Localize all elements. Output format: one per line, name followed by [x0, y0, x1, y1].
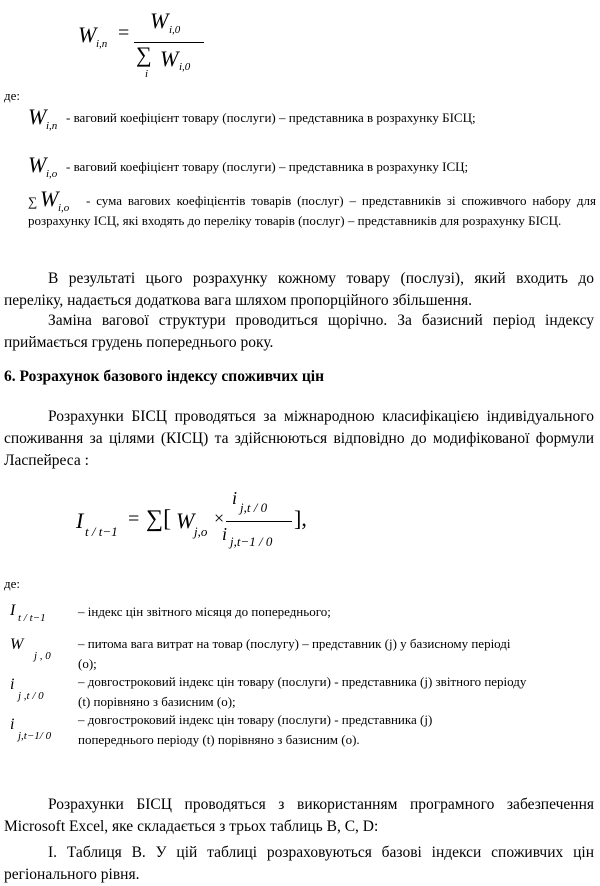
formula-2-fraction-bar — [226, 521, 292, 522]
definition-row — [28, 152, 598, 182]
definition-row — [10, 710, 590, 750]
formula-1-numerator-sub: i,0 — [169, 24, 181, 36]
formula-2-lhs-sub: t / t−1 — [85, 524, 118, 539]
definition-row — [10, 602, 590, 628]
formula-1-denominator: W — [160, 46, 179, 71]
definition-sum — [28, 186, 596, 252]
formula-1-lhs: W — [78, 22, 97, 47]
formula-2-denominator-sub: j,t−1 / 0 — [230, 534, 273, 549]
section-heading: 6. Розрахунок базового індексу споживчих цін — [4, 368, 325, 385]
paragraph-table-b: І. Таблиця В. У цій таблиці розраховуються базові індекси споживчих цін регіонального рівня. — [4, 844, 594, 883]
formula-1-equals: = — [118, 22, 130, 44]
formula-2-weight-sub: j,o — [194, 524, 208, 539]
formula-2-denominator: i — [222, 524, 228, 544]
definition-symbol: W — [10, 636, 24, 653]
definition-symbol-sub: j,t−1/ 0 — [18, 730, 52, 742]
formula-1-numerator: W — [150, 8, 169, 33]
formula-2-weight: W — [176, 508, 195, 533]
definition-text: – довгостроковий індекс цін товару (послуги) - представника (j) звітного періоду (t) порівняно з базисним (о); — [78, 674, 527, 709]
sum-definition-text: - сума вагових коефіцієнтів товарів (послуг) – представників зі споживчого набору для розрахунку ІСЦ, які входять до переліку товарів (послуг) – представників для розрахунку БІСЦ. — [28, 193, 596, 228]
formula-2-lhs: I — [76, 508, 84, 533]
formula-2-times: × — [214, 508, 225, 528]
formula-1-denominator-sub: i,0 — [179, 61, 191, 73]
formula-1-sigma: ∑ — [136, 42, 152, 67]
definition-symbol-sub: j ,t / 0 — [18, 690, 44, 702]
sum-symbol-sub: i,o — [58, 202, 70, 214]
formula-1-lhs-sub: i,n — [96, 38, 108, 50]
formula-2-sigma-bracket: ∑[ — [146, 506, 172, 532]
formula-2-close: ], — [294, 506, 307, 531]
definition-symbol: W — [28, 152, 47, 177]
definition-row — [10, 672, 590, 712]
definition-text: – індекс цін звітного місяця до попереднього; — [78, 604, 331, 619]
definition-symbol-sub: t / t−1 — [18, 612, 46, 624]
paragraph-software: Розрахунки БІСЦ проводяться з використанням програмного забезпечення Microsoft Excel, яке складається з трьох таблиць B, C, D: — [4, 796, 594, 835]
formula-2-equals: = — [128, 508, 140, 530]
definition-text: - ваговий коефіцієнт товару (послуги) – представника в розрахунку БІСЦ; — [66, 110, 476, 125]
paragraph-weights-replacement: Заміна вагової структури проводиться щорічно. За базисний період індексу приймається грудень попереднього року. — [4, 312, 594, 351]
sum-sigma: ∑ — [28, 194, 38, 209]
where-label-1: де: — [4, 88, 20, 103]
formula-2-numerator-sub: j,t / 0 — [240, 500, 268, 515]
definition-text: – довгостроковий індекс цін товару (послуги) - представника (j) попереднього періоду (t) порівняно з базисним (о). — [78, 712, 433, 747]
definition-symbol: i — [10, 676, 15, 693]
definition-row — [28, 104, 598, 134]
formula-2 — [76, 488, 316, 558]
definition-symbol-sub: j , 0 — [34, 650, 51, 662]
formula-1 — [78, 8, 218, 83]
definition-symbol-sub: i,n — [46, 120, 58, 132]
sum-symbol: W — [40, 186, 59, 211]
definition-text: - ваговий коефіцієнт товару (послуги) – представника в розрахунку ІСЦ; — [66, 159, 469, 174]
where-label-2: де: — [4, 576, 20, 591]
definition-text: – питома вага витрат на товар (послугу) – представник (j) у базисному періоді (о); — [78, 636, 511, 671]
definition-row — [10, 634, 590, 674]
formula-2-numerator: i — [232, 488, 238, 508]
paragraph-weights-result: В результаті цього розрахунку кожному товару (послузі), який входить до переліку, надається додаткова вага шляхом пропорційного збільшення. — [4, 270, 594, 309]
formula-1-sigma-sub: i — [145, 68, 149, 80]
definition-symbol: i — [10, 716, 15, 733]
definition-symbol: I — [10, 602, 16, 619]
definition-symbol-sub: i,o — [46, 168, 58, 180]
definition-symbol: W — [28, 104, 47, 129]
paragraph-classification: Розрахунки БІСЦ проводяться за міжнародною класифікацією індивідуального споживання за цілями (КІСЦ) та здійснюються відповідно до модифікованої формули Ласпейреса : — [4, 408, 594, 469]
